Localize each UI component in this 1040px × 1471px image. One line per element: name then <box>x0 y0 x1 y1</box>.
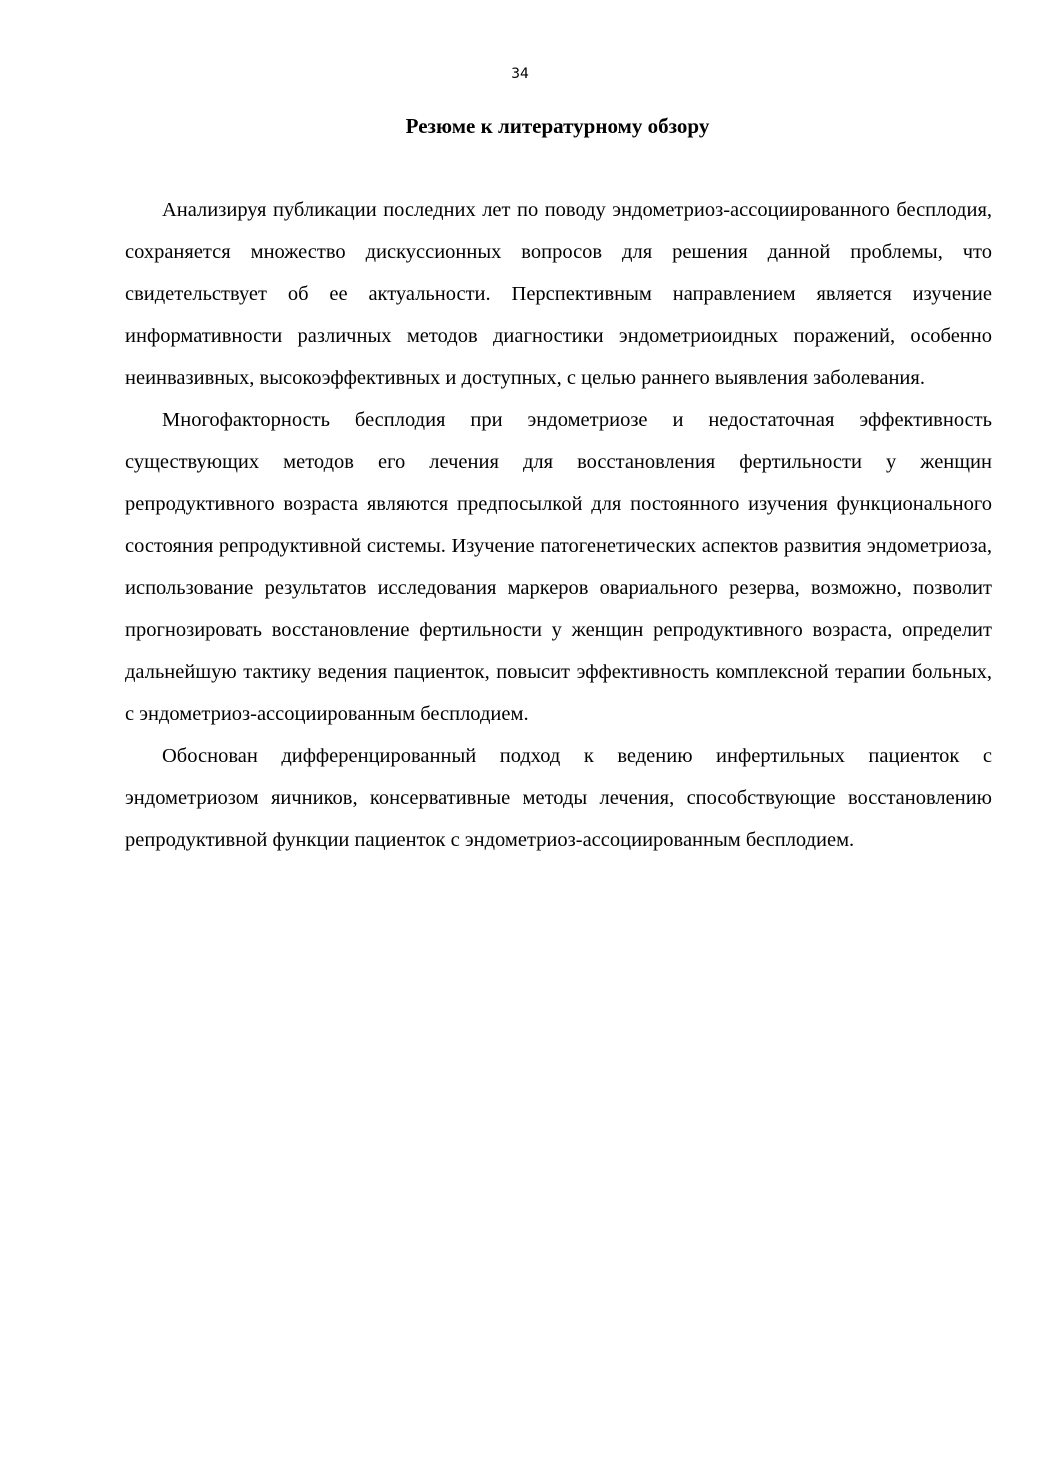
paragraph: Многофакторность бесплодия при эндометриозе и недостаточная эффективность существующих методов его лечения для восстановления фертильности у женщин репродуктивного возраста являются предпосылкой для постоянного изучения функционального состояния репродуктивной системы. Изучение патогенетических аспектов развития эндометриоза, использование результатов исследования маркеров овариального резерва, возможно, позволит прогнозировать восстановление фертильности у женщин репродуктивного возраста, определит дальнейшую тактику ведения пациенток, повысит эффективность комплексной терапии больных, с эндометриоз-ассоциированным бесплодием. <box>125 409 992 725</box>
page-number: 34 <box>511 66 529 82</box>
paragraph: Обоснован дифференцированный подход к ведению инфертильных пациенток с эндометриозом яичников, консервативные методы лечения, способствующие восстановлению репродуктивной функции пациенток с эндометриоз-ассоциированным бесплодием. <box>125 745 992 851</box>
page-title: Резюме к литературному обзору <box>405 114 710 138</box>
paragraph: Анализируя публикации последних лет по поводу эндометриоз-ассоциированного бесплодия, сохраняется множество дискуссионных вопросов для решения данной проблемы, что свидетельствует об ее актуальности. Перспективным направлением является изучение информативности различных методов диагностики эндометриоидных поражений, особенно неинвазивных, высокоэффективных и доступных, с целью раннего выявления заболевания. <box>125 199 992 389</box>
document-body <box>125 189 992 861</box>
